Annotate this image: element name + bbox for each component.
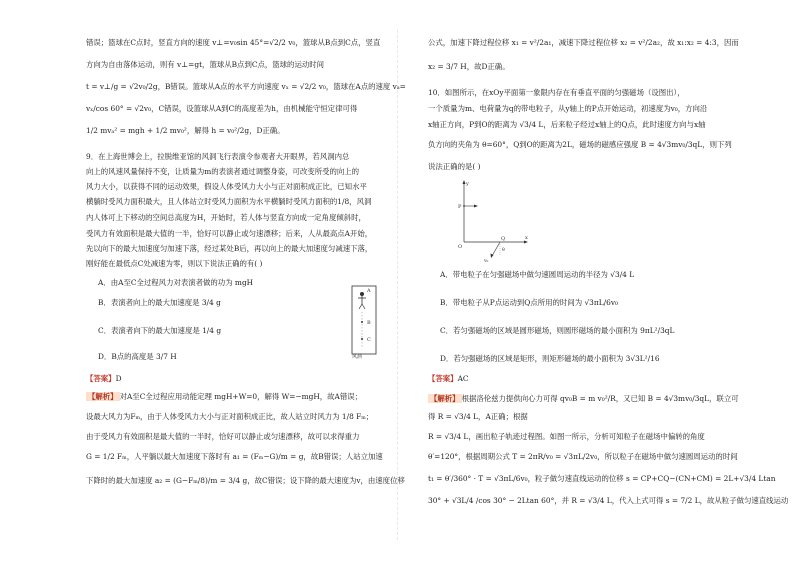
option-d: D．B点的高度是 3/7 H	[98, 352, 177, 361]
explanation-text: 对A至C全过程应用动能定理 mgH+W=0，解得 W=−mgH，故A错误；	[119, 392, 363, 401]
question-9-line: 9．在上海世博会上，拉脱维亚馆的风洞飞行表演令参观者大开眼界，若风洞内总	[86, 152, 350, 161]
option-b: B．表演者向上的最大加速度是 3/4 g	[98, 298, 221, 307]
explanation-line: G = 1/2 Fₘ，人平躺以最大加速度下落时有 a₁ = (Fₘ−G)/m = g，故B错误；人站立加速	[86, 452, 383, 461]
svg-text:A: A	[367, 288, 371, 294]
axis-y-label: y	[466, 181, 469, 187]
answer-value: AC	[457, 374, 469, 383]
option-a: A．带电粒子在匀强磁场中做匀速圆周运动的半径为 √3/4 L	[440, 270, 635, 279]
question-10-line: 10．如图所示，在xOy平面第一象限内存在有垂直平面的匀强磁场（设图出），	[428, 88, 685, 97]
option-d: D．若匀强磁场的区域是矩形，则矩形磁场的最小面积为 3√3L²/16	[440, 354, 660, 363]
answer-label: 【答案】	[428, 374, 458, 383]
question-9-line: 内人体可上下移动的空间总高度为H，开始时，若人体与竖直方向成一定角度倾斜时，	[86, 213, 366, 222]
text-line: 1/2 mvₐ² = mgh + 1/2 mv₀²，解得 h = v₀²/2g，D正确。	[86, 126, 285, 135]
origin-label: O	[458, 244, 463, 250]
explanation-line: 设最大风力为Fₘ，由于人体受风力大小与正对面积成正比，故人站立时风力为 1/8 Fₘ；	[86, 412, 374, 421]
explanation-line: 30° + √3L/4 /cos 30° − 2Ltan 60°，并 R = √3/4 L，代入上式可得 s = 7/2 L，故从粒子做匀速直线运动	[428, 496, 789, 505]
coordinate-figure	[454, 176, 534, 262]
svg-text:B: B	[367, 320, 371, 326]
question-9-line: 刚好能在最低点C处减速为零，则以下说法正确的有( )	[86, 259, 263, 268]
explanation-line: θ′=120°，根据周期公式 T = 2πR/v₀ = √3πL/2v₀，所以粒子在磁场中做匀速圆周运动的时间	[428, 452, 738, 461]
answer-label: 【答案】	[86, 374, 116, 383]
question-10-line: 说法正确的是( )	[428, 162, 481, 171]
explanation-text: 根据洛伦兹力提供向心力可得 qv₀B = m v₀²/R，又已知 B = 4√3mv₀/3qL，联立可	[461, 394, 739, 403]
explanation-line: 得 R = √3/4 L，A正确；根据	[428, 412, 528, 421]
point-p-label: P	[458, 204, 462, 210]
option-b: B．带电粒子从P点运动到Q点所用的时间为 √3πL/6v₀	[440, 298, 618, 307]
text-line: vₓ/cos 60° = √2v₀，C错误，设篮球从A到C的高度差为h，由机械能守恒定律可得	[86, 104, 358, 113]
option-c: C．若匀强磁场的区域是圆形磁场，则圆形磁场的最小面积为 9πL²/3qL	[440, 326, 675, 335]
text-line: 公式，加速下降过程位移 x₁ = v²/2a₁，减速下降过程位移 x₂ = v²/2a₂，故 x₁:x₂ = 4:3，因而	[428, 38, 739, 47]
explanation-label: 【解析】	[88, 392, 118, 401]
text-line: 错误；篮球在C点时，竖直方向的速度 v⊥=v₀sin 45°=√2/2 v₀，篮球从B点到C点，竖直	[86, 38, 381, 47]
question-9-line: 先以向下的最大加速度匀加速下落，经过某处B后，再以向上的最大加速度匀减速下落，	[86, 244, 373, 253]
explanation-line: R = √3/4 L，画出粒子轨迹过程图。如图一所示，分析可知粒子在磁场中偏转的角度	[428, 432, 705, 441]
text-line: x₂ = 3/7 H，故D正确。	[428, 62, 510, 71]
explanation-line	[428, 394, 739, 403]
explanation-line	[86, 392, 362, 401]
explanation-line: t₁ = θ′/360° · T = √3πL/6v₀，粒子做匀速直线运动的位移 s = CP+CQ−(CN+CM) = 2L+√3/4 Ltan	[428, 474, 776, 483]
option-a: A．由A至C全过程风力对表演者做的功为 mgH	[98, 278, 254, 287]
text-line: 方向为自由落体运动，则有 v⊥=gt，篮球从B点到C点，篮球的运动时间	[86, 60, 325, 69]
column-divider	[397, 30, 398, 540]
svg-text:C: C	[367, 337, 371, 343]
option-c: C．表演者向下的最大加速度是 1/4 g	[98, 326, 222, 335]
theta-label: θ	[502, 248, 505, 253]
figure-label: 风洞	[352, 354, 363, 360]
answer-value: D	[115, 374, 122, 383]
answer-line	[428, 374, 469, 383]
question-9-line: 横躺时受风力面积最大，且人体站立时受风力面积为水平横躺时受风力面积的1/8，风洞	[86, 197, 372, 206]
velocity-label: v₀	[484, 259, 489, 262]
explanation-label: 【解析】	[430, 394, 460, 403]
question-9-line: 风力大小，以获得不同的运动效果，假设人体受风力大小与正对面积成正比，已知水平	[86, 182, 367, 191]
question-10-line: x轴正方向，P到O的距离为 √3/4 L，后来粒子经过x轴上的Q点，此时速度方向与x轴	[428, 120, 706, 129]
wind-tunnel-figure	[348, 284, 380, 364]
text-line: t = v⊥/g = √2v₀/2g，B错误。篮球从A点的水平方向速度 vₓ = √2/2 v₀，篮球在A点的速度 vₐ=	[86, 82, 406, 91]
explanation-line: 由于受风力有效面积是最大值的一半时，恰好可以静止或匀速漂移，故可以求得重力	[86, 432, 360, 441]
question-10-line: 负方向的夹角为 θ=60°，Q到O的距离为2L，磁场的磁感应强度 B = 4√3mv₀/3qL，则下列	[428, 140, 732, 149]
explanation-line: 下降时的最大加速度 a₂ = (G−Fₘ/8)/m = 3/4 g，故C错误；设下降的最大速度为v，由速度位移	[86, 476, 405, 485]
point-q-label: Q	[501, 236, 506, 242]
axis-x-label: x	[525, 235, 528, 241]
question-9-line: 受风力有效面积是最大值的一半，恰好可以静止或匀速漂移；后来，人从最高点A开始，	[86, 229, 373, 238]
question-10-line: 一个质量为m、电荷量为q的带电粒子，从y轴上的P点开始运动，初速度为v₀，方向沿	[428, 104, 708, 113]
question-9-line: 向上的风速风量保持不变，让质量为m的表演者通过调整身姿，可改变所受的向上的	[86, 167, 360, 176]
answer-line	[86, 374, 122, 383]
